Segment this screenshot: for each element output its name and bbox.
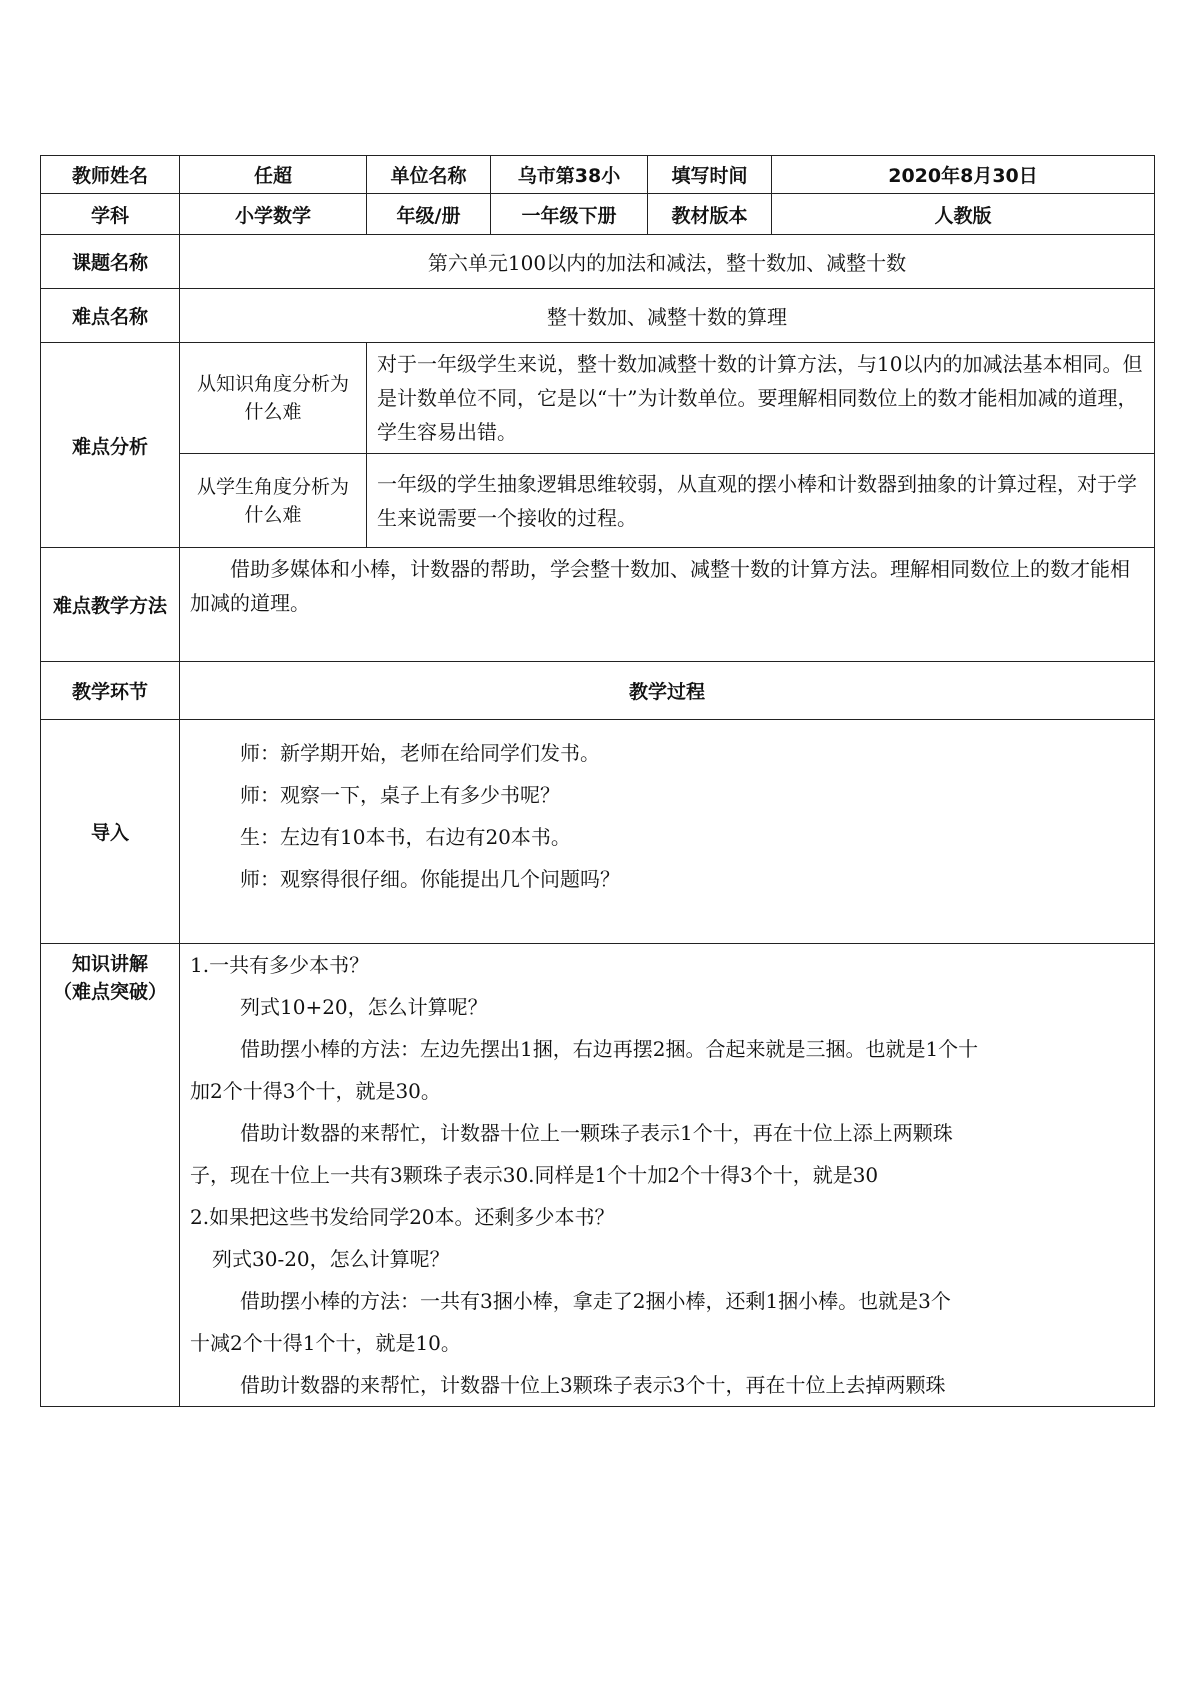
q2-counter-line-a: 借助计数器的来帮忙，计数器十位上3颗珠子表示3个十，再在十位上去掉两颗珠 bbox=[240, 1373, 946, 1397]
intro-dialogue bbox=[180, 720, 1155, 944]
knowledge-angle-text: 对于一年级学生来说，整十数加减整十数的计算方法，与10以内的加减法基本相同。但是计数单位不同，它是以“十”为计数单位。要理解相同数位上的数才能相加减的道理，学生容易出错。 bbox=[367, 343, 1155, 454]
method-cell bbox=[180, 548, 1155, 662]
student-angle-text: 一年级的学生抽象逻辑思维较弱，从直观的摆小棒和计数器到抽象的计算过程，对于学生来说需要一个接收的过程。 bbox=[367, 454, 1155, 548]
intro-line: 生：左边有10本书，右边有20本书。 bbox=[240, 825, 571, 849]
method-label: 难点教学方法 bbox=[41, 548, 180, 662]
difficulty-row bbox=[41, 289, 1155, 343]
knowledge-label bbox=[41, 944, 180, 1407]
intro-line: 师：观察得很仔细。你能提出几个问题吗？ bbox=[240, 867, 620, 891]
student-angle-label bbox=[180, 454, 367, 548]
topic-label: 课题名称 bbox=[41, 235, 180, 289]
lesson-plan-page bbox=[40, 155, 1154, 1407]
knowledge-angle-label bbox=[180, 343, 367, 454]
teacher-name-value: 任超 bbox=[180, 156, 367, 194]
topic-row bbox=[41, 235, 1155, 289]
q2-sticks-line-b: 十减2个十得1个十，就是10。 bbox=[190, 1331, 461, 1355]
process-label: 教学过程 bbox=[180, 662, 1155, 720]
knowledge-label-line1: 知识讲解 bbox=[71, 953, 148, 975]
analysis-knowledge-row bbox=[41, 343, 1155, 454]
grade-label: 年级/册 bbox=[367, 194, 491, 235]
q1-sticks-line-b: 加2个十得3个十，就是30。 bbox=[190, 1079, 441, 1103]
knowledge-angle-label-line2: 什么难 bbox=[244, 401, 302, 423]
fill-date-value: 2020年8月30日 bbox=[772, 156, 1155, 194]
student-angle-label-line1: 从学生角度分析为 bbox=[197, 475, 350, 498]
difficulty-label: 难点名称 bbox=[41, 289, 180, 343]
subject-value: 小学数学 bbox=[180, 194, 367, 235]
q1-sticks-line-a: 借助摆小棒的方法：左边先摆出1捆，右边再摆2捆。合起来就是三捆。也就是1个十 bbox=[240, 1037, 979, 1061]
difficulty-value: 整十数加、减整十数的算理 bbox=[180, 289, 1155, 343]
question-1: 1.一共有多少本书？ bbox=[190, 953, 370, 977]
unit-name-value: 乌市第38小 bbox=[491, 156, 648, 194]
method-text: 借助多媒体和小棒，计数器的帮助，学会整十数加、减整十数的计算方法。理解相同数位上的数才能相加减的道理。 bbox=[190, 557, 1130, 615]
intro-label: 导入 bbox=[41, 720, 180, 944]
intro-line: 师：观察一下，桌子上有多少书呢？ bbox=[240, 783, 560, 807]
question-2: 2.如果把这些书发给同学20本。还剩多少本书？ bbox=[190, 1205, 615, 1229]
q1-formula: 列式10+20，怎么计算呢？ bbox=[240, 995, 488, 1019]
edition-label: 教材版本 bbox=[648, 194, 772, 235]
analysis-student-row bbox=[41, 454, 1155, 548]
method-row bbox=[41, 548, 1155, 662]
intro-line: 师：新学期开始，老师在给同学们发书。 bbox=[240, 741, 600, 765]
process-stage-label: 教学环节 bbox=[41, 662, 180, 720]
q2-sticks-line-a: 借助摆小棒的方法：一共有3捆小棒，拿走了2捆小棒，还剩1捆小棒。也就是3个 bbox=[240, 1289, 951, 1313]
knowledge-angle-label-line1: 从知识角度分析为 bbox=[197, 373, 350, 395]
fill-date-label: 填写时间 bbox=[648, 156, 772, 194]
knowledge-label-line2: （难点突破） bbox=[52, 981, 167, 1003]
subject-label: 学科 bbox=[41, 194, 180, 235]
header-row-2 bbox=[41, 194, 1155, 235]
lesson-plan-table bbox=[40, 155, 1155, 1407]
intro-row bbox=[41, 720, 1155, 944]
process-header-row bbox=[41, 662, 1155, 720]
topic-value: 第六单元100以内的加法和减法，整十数加、减整十数 bbox=[180, 235, 1155, 289]
edition-value: 人教版 bbox=[772, 194, 1155, 235]
q1-counter-line-b: 子，现在十位上一共有3颗珠子表示30.同样是1个十加2个十得3个十，就是30 bbox=[190, 1163, 879, 1187]
knowledge-row bbox=[41, 944, 1155, 1407]
teacher-name-label: 教师姓名 bbox=[41, 156, 180, 194]
header-row-1 bbox=[41, 156, 1155, 194]
knowledge-content bbox=[180, 944, 1155, 1407]
q2-formula: 列式30-20，怎么计算呢？ bbox=[212, 1247, 450, 1271]
q1-counter-line-a: 借助计数器的来帮忙，计数器十位上一颗珠子表示1个十，再在十位上添上两颗珠 bbox=[240, 1121, 953, 1145]
student-angle-label-line2: 什么难 bbox=[244, 503, 302, 526]
grade-value: 一年级下册 bbox=[491, 194, 648, 235]
unit-name-label: 单位名称 bbox=[367, 156, 491, 194]
analysis-label: 难点分析 bbox=[41, 343, 180, 548]
